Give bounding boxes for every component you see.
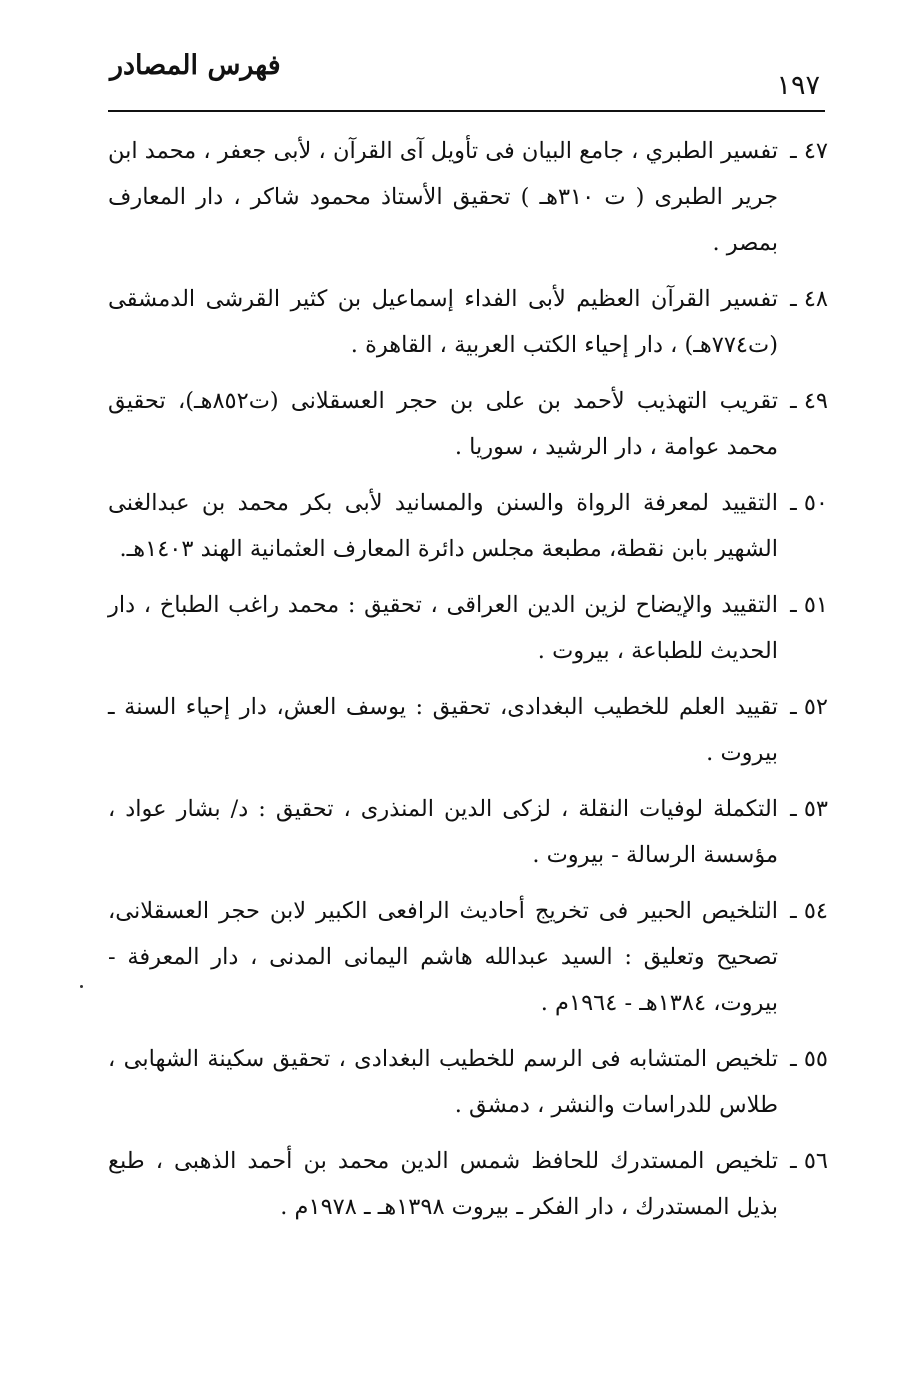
bibliography-entry [108, 1036, 828, 1128]
entry-text: التقييد لمعرفة الرواة والسنن والمسانيد لأبى بكر محمد بن عبدالغنى الشهير بابن نقطة، مطبعة مجلس دائرة المعارف العثمانية الهند ١٤٠٣هـ. [108, 490, 778, 562]
entry-number: ٤٩ ـ [790, 388, 828, 414]
bibliography-list [108, 128, 828, 1240]
bibliography-entry [108, 1138, 828, 1230]
entry-number: ٥١ ـ [790, 592, 828, 618]
entry-number: ٤٨ ـ [790, 286, 828, 312]
entry-number: ٥٢ ـ [790, 694, 828, 720]
entry-text: تفسير الطبري ، جامع البيان فى تأويل آى القرآن ، لأبى جعفر ، محمد ابن جرير الطبرى ( ت ٣١٠هـ ) تحقيق الأستاذ محمود شاكر ، دار المعارف بمصر . [108, 138, 778, 256]
entry-text: التكملة لوفيات النقلة ، لزكى الدين المنذرى ، تحقيق : د/ بشار عواد ، مؤسسة الرسالة - بيروت . [108, 796, 778, 868]
bibliography-entry [108, 378, 828, 470]
bibliography-entry [108, 684, 828, 776]
entry-number: ٥٦ ـ [790, 1148, 828, 1174]
entry-text: تقريب التهذيب لأحمد بن على بن حجر العسقلانى (ت٨٥٢هـ)، تحقيق محمد عوامة ، دار الرشيد ، سوريا . [108, 388, 778, 460]
entry-text: تلخيص المتشابه فى الرسم للخطيب البغدادى ، تحقيق سكينة الشهابى ، طلاس للدراسات والنشر ، دمشق . [108, 1046, 778, 1118]
entry-number: ٥٠ ـ [790, 490, 828, 516]
entry-text: التلخيص الحبير فى تخريج أحاديث الرافعى الكبير لابن حجر العسقلانى، تصحيح وتعليق : السيد عبدالله هاشم اليمانى المدنى ، دار المعرفة - بيروت، ١٣٨٤هـ - ١٩٦٤م . [108, 898, 778, 1016]
entry-number: ٥٤ ـ [790, 898, 828, 924]
bibliography-entry [108, 786, 828, 878]
entry-number: ٤٧ ـ [790, 138, 828, 164]
entry-text: تقييد العلم للخطيب البغدادى، تحقيق : يوسف العش، دار إحياء السنة ـ بيروت . [108, 694, 778, 766]
bibliography-entry [108, 582, 828, 674]
running-title: فهرس المصادر [110, 50, 281, 81]
bibliography-entry [108, 276, 828, 368]
page-number: ١٩٧ [776, 70, 820, 101]
bibliography-entry [108, 888, 828, 1026]
bibliography-entry [108, 128, 828, 266]
bibliography-entry [108, 480, 828, 572]
entry-text: التقييد والإيضاح لزين الدين العراقى ، تحقيق : محمد راغب الطباخ ، دار الحديث للطباعة ، بيروت . [108, 592, 778, 664]
entry-text: تلخيص المستدرك للحافظ شمس الدين محمد بن أحمد الذهبى ، طبع بذيل المستدرك ، دار الفكر ـ بيروت ١٣٩٨هـ ـ ١٩٧٨م . [108, 1148, 778, 1220]
scan-speck [80, 985, 83, 988]
entry-number: ٥٥ ـ [790, 1046, 828, 1072]
entry-text: تفسير القرآن العظيم لأبى الفداء إسماعيل بن كثير القرشى الدمشقى (ت٧٧٤هـ) ، دار إحياء الكتب العربية ، القاهرة . [108, 286, 778, 358]
header-rule [108, 110, 825, 112]
entry-number: ٥٣ ـ [790, 796, 828, 822]
